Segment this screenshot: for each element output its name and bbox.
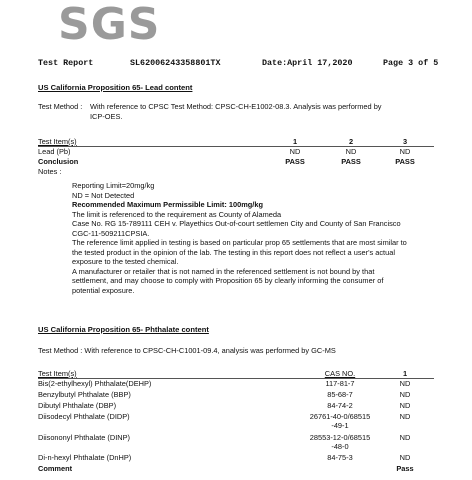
phthalate-comment-value: Pass [396,464,414,473]
note-line: The reference limit applied in testing is based on particular prop 65 settlements that are most similar to [72,238,407,247]
phthalate-row-cas: 85-68-7 [327,390,353,399]
sgs-logo: SGS [58,0,161,50]
lead-section-title: US California Proposition 65- Lead content [38,83,193,92]
phthalate-row-value: ND [399,433,411,442]
phthalate-row-value: ND [399,412,411,421]
lead-col-1: 1 [292,137,298,146]
phthalate-cas-header: CAS NO. [324,369,356,378]
phthalate-row-name: Di-n-hexyl Phthalate (DnHP) [38,453,132,462]
note-line: the tested product in the opinion of the lab. The testing in this report does not reflect a user's actual [72,247,395,257]
lead-value-1: ND [289,147,301,156]
phthalate-row-value: ND [399,401,411,410]
phthalate-row-cas-cont: -49-1 [331,421,349,430]
note-line-limit: Recommended Maximum Permissible Limit: 100mg/kg [72,200,263,209]
lead-item-name: Lead (Pb) [38,147,71,156]
lead-col-2: 2 [348,137,354,146]
lead-conclusion-2: PASS [341,157,361,166]
phthalate-col-1: 1 [402,369,408,378]
phthalate-section-title: US California Proposition 65- Phthalate content [38,325,209,334]
phthalate-row-cas: 28553-12-0/68515 [309,433,371,442]
phthalate-row-name: Diisodecyl Phthalate (DIDP) [38,412,130,421]
lead-conclusion-3: PASS [395,157,415,166]
lead-col-3: 3 [402,137,408,146]
lead-notes [72,181,407,295]
phthalate-method: Test Method : With reference to CPSC-CH-C1001-09.4, analysis was performed by GC-MS [38,346,336,355]
lead-method-line2: ICP-OES. [90,112,123,121]
note-line: The limit is referenced to the requirement as County of Alameda [72,209,282,219]
phthalate-row-cas: 84-74-2 [327,401,353,410]
phthalate-row-value: ND [399,453,411,462]
note-line: exposure to the tested chemical. [72,257,179,266]
phthalate-row-name: Benzylbutyl Phthalate (BBP) [38,390,131,399]
phthalate-row-value: ND [399,379,411,388]
phthalate-row-name: Bis(2-ethylhexyl) Phthalate(DEHP) [38,379,152,388]
report-title: Test Report [38,58,94,68]
note-line: Case No. RG 15-789111 CEH v. Playethics Out-of-court settlemen City and County of San Francisco [72,219,401,228]
phthalate-row-cas: 84-75-3 [327,453,353,462]
page-number: Page 3 of 5 [383,58,439,68]
report-date: Date:April 17,2020 [262,58,353,68]
report-number: SL62006243358801TX [130,58,221,68]
lead-table-rule [38,146,434,147]
lead-value-3: ND [399,147,411,156]
lead-conclusion-label: Conclusion [38,157,79,166]
lead-col-header: Test Item(s) [38,137,77,146]
note-line: ND = Not Detected [72,190,135,200]
phthalate-row-name: Dibutyl Phthalate (DBP) [38,401,117,410]
note-line: A manufacturer or retailer that is not named in the referenced settlement is not bound by that [72,266,375,276]
phthalate-row-cas: 117-81-7 [325,379,355,388]
lead-notes-label: Notes : [38,167,62,176]
lead-method-line1: With reference to CPSC Test Method: CPSC-CH-E1002-08.3. Analysis was performed by [90,102,382,111]
phthalate-row-value: ND [399,390,411,399]
note-line: Reporting Limit=20mg/kg [72,181,155,190]
lead-method-label: Test Method : [38,102,83,111]
phthalate-row-cas: 26761-40-0/68515 [309,412,371,421]
phthalate-comment-label: Comment [38,464,73,473]
note-line: potential exposure. [72,285,135,295]
phthalate-col-header: Test Item(s) [38,369,77,378]
lead-conclusion-1: PASS [285,157,305,166]
phthalate-row-cas-cont: -48-0 [331,442,349,451]
note-line: settlement, and may choose to comply with Proposition 65 by clearly informing the consumer of [72,276,384,285]
lead-value-2: ND [345,147,357,156]
note-line: CGC-11-509211CPSIA. [72,228,150,238]
phthalate-row-name: Diisononyl Phthalate (DINP) [38,433,131,442]
